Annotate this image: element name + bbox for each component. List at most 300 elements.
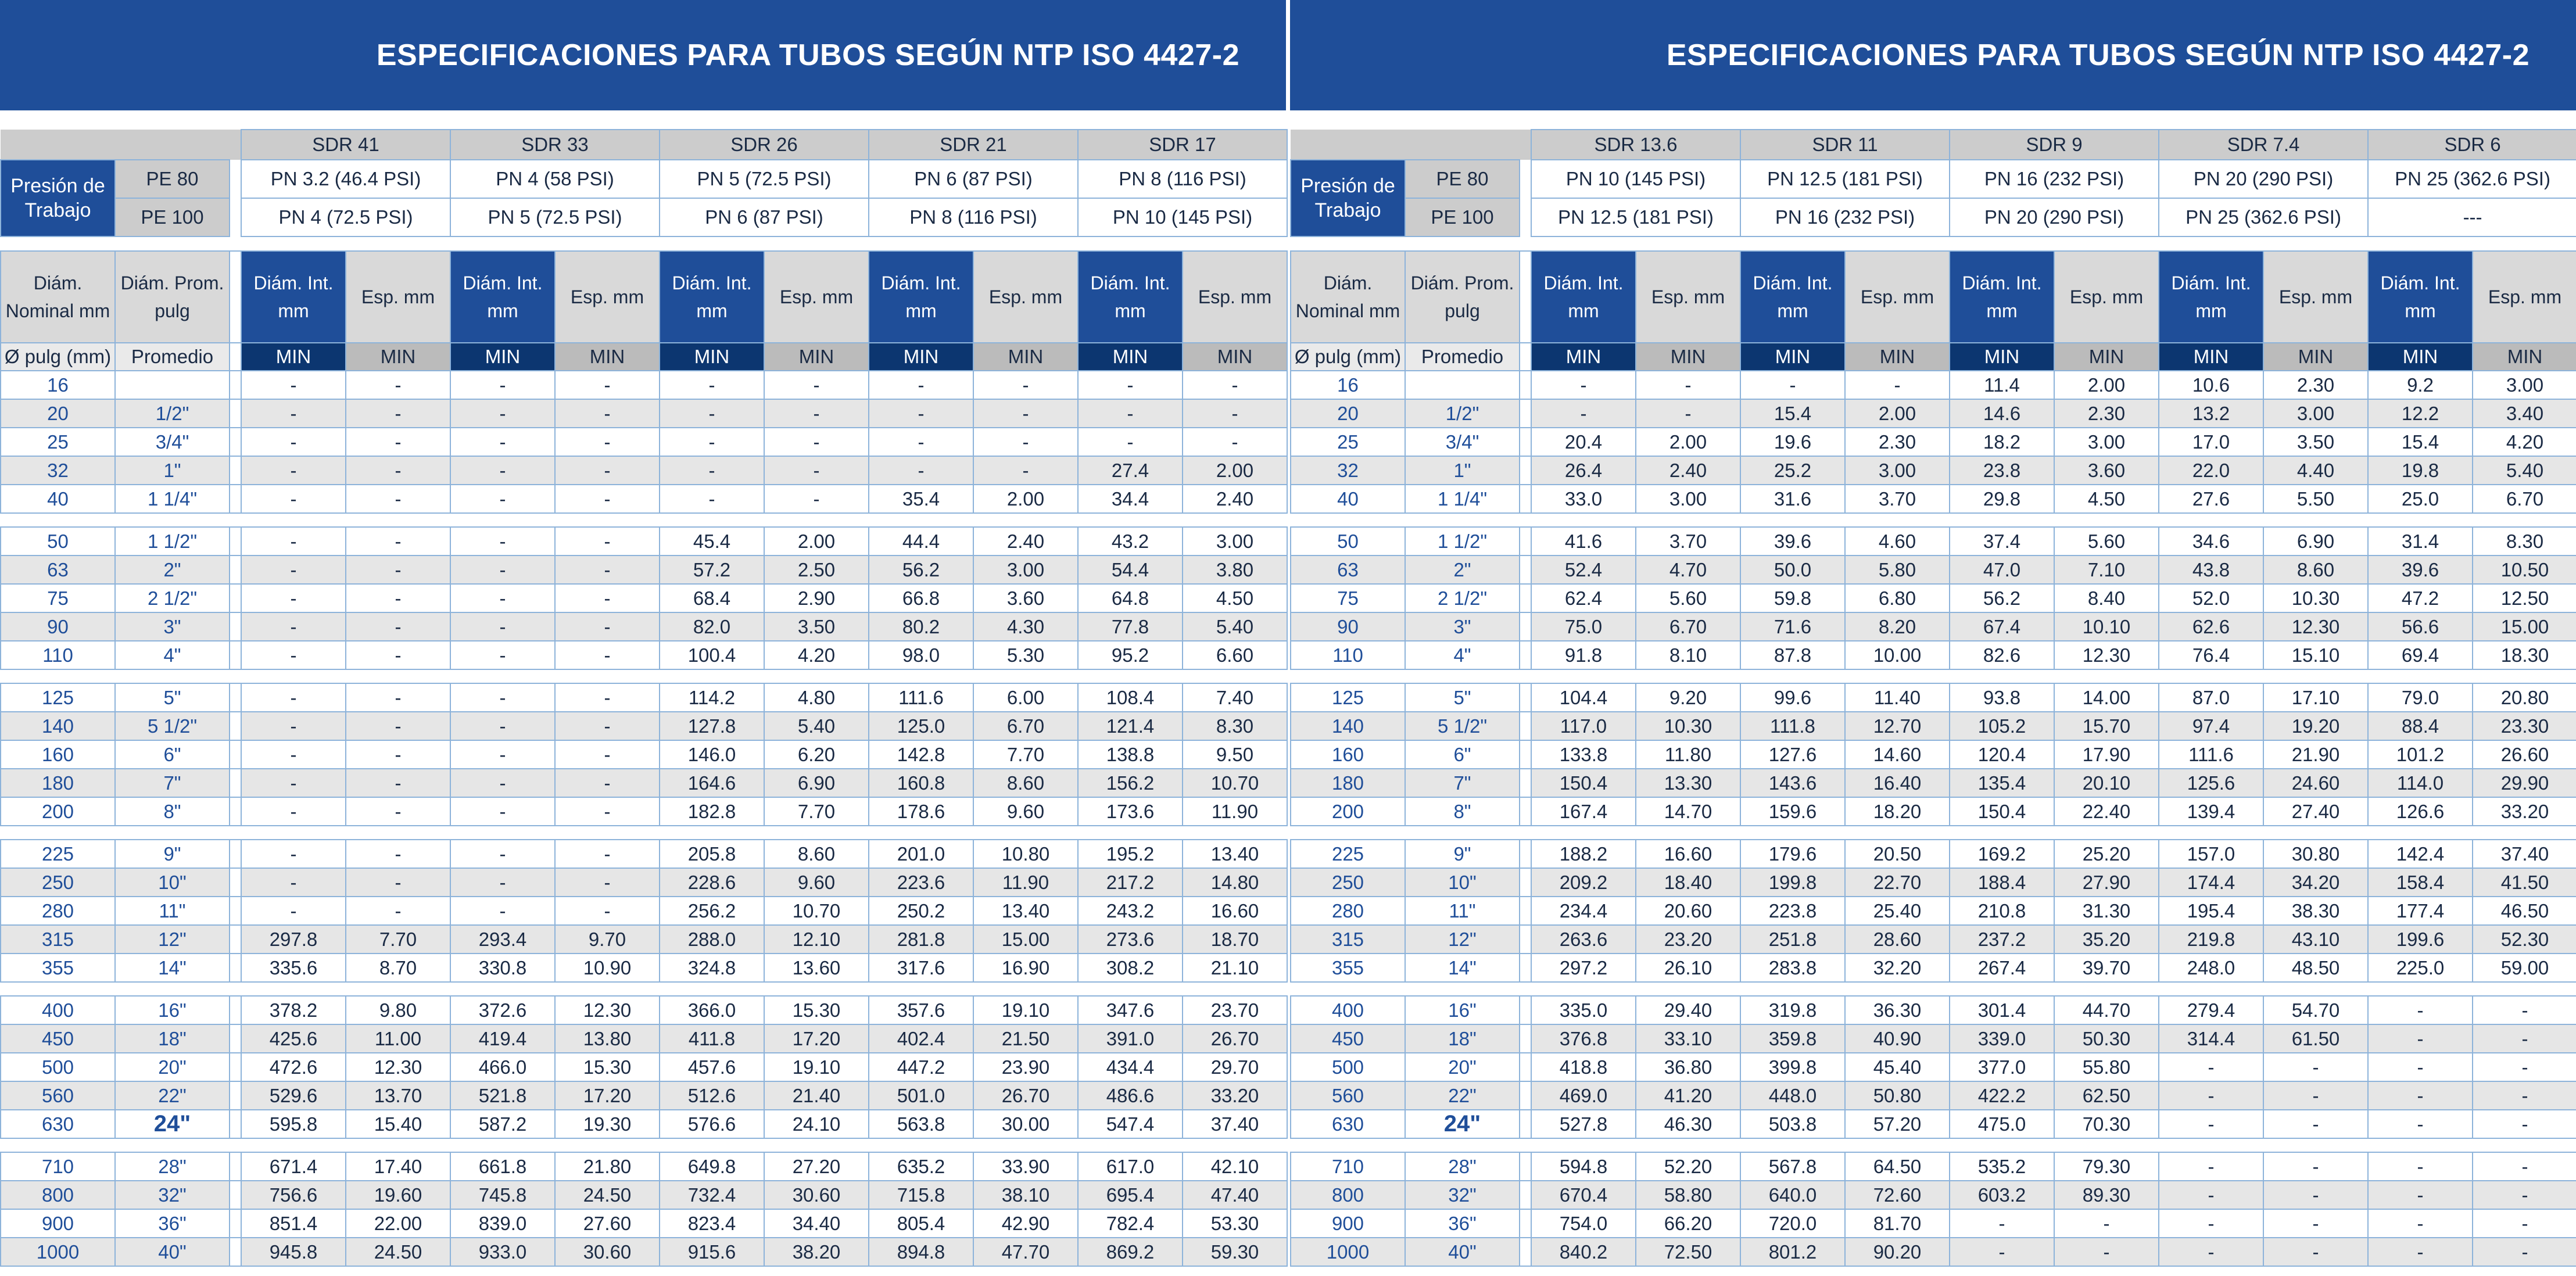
diam-int-cell: - — [241, 641, 346, 669]
sdr-header: SDR 6 — [2368, 130, 2576, 160]
table-row — [1291, 456, 2576, 485]
diam-int-cell: 756.6 — [241, 1181, 346, 1209]
diam-int-header: Diám. Int. mm — [660, 251, 764, 343]
pressure-header-table — [1290, 129, 2576, 237]
gap-cell — [1405, 669, 1520, 683]
gap-cell — [1520, 198, 1531, 236]
diam-int-cell: 419.4 — [450, 1024, 555, 1053]
diam-int-cell: - — [2368, 1081, 2473, 1110]
table-row — [1291, 641, 2576, 669]
esp-cell: 8.60 — [2263, 555, 2368, 584]
diam-int-cell: 188.2 — [1531, 840, 1636, 868]
diam-int-cell: 56.2 — [1950, 584, 2054, 612]
gap-cell — [1520, 1238, 1531, 1266]
esp-cell: - — [555, 897, 660, 925]
diam-int-cell: - — [241, 840, 346, 868]
diam-int-cell: - — [450, 555, 555, 584]
diam-prom-cell: 24" — [1405, 1110, 1520, 1138]
diam-prom-cell: 24" — [115, 1110, 230, 1138]
diam-int-cell: 250.2 — [869, 897, 973, 925]
min-label: MIN — [2054, 343, 2159, 371]
diam-int-cell: 91.8 — [1531, 641, 1636, 669]
esp-cell: 18.20 — [1845, 797, 1950, 826]
diam-int-cell: - — [450, 868, 555, 897]
table-row — [1, 584, 1287, 612]
diam-nominal-cell: 40 — [1291, 485, 1405, 513]
diam-nominal-cell: 40 — [1, 485, 115, 513]
pe100-label: PE 100 — [1405, 198, 1520, 236]
esp-cell: 44.70 — [2054, 996, 2159, 1024]
esp-cell: 23.30 — [2473, 712, 2576, 740]
esp-cell: 2.00 — [1636, 428, 1740, 456]
esp-cell: - — [346, 769, 450, 797]
pn-pe100-cell: PN 4 (72.5 PSI) — [241, 198, 450, 236]
diam-int-cell: 273.6 — [1078, 925, 1183, 954]
esp-cell: 59.00 — [2473, 954, 2576, 982]
diam-int-cell: 317.6 — [869, 954, 973, 982]
diam-int-cell: 39.6 — [2368, 555, 2473, 584]
diam-int-cell: 527.8 — [1531, 1110, 1636, 1138]
esp-cell: 29.70 — [1183, 1053, 1287, 1081]
diam-int-cell: - — [2159, 1238, 2263, 1266]
diam-int-cell: - — [241, 712, 346, 740]
diam-nominal-cell: 1000 — [1, 1238, 115, 1266]
diam-nominal-cell: 180 — [1, 769, 115, 797]
diam-int-cell: - — [2368, 1238, 2473, 1266]
sdr-header: SDR 26 — [660, 130, 869, 160]
table-row — [1291, 840, 2576, 868]
diam-int-header: Diám. Int. mm — [2159, 251, 2263, 343]
gap-cell — [230, 198, 241, 236]
esp-cell: 40.90 — [1845, 1024, 1950, 1053]
table-row — [1291, 527, 2576, 555]
diam-int-cell: 22.0 — [2159, 456, 2263, 485]
diam-int-cell: 50.0 — [1740, 555, 1845, 584]
pn-pe80-cell: PN 25 (362.6 PSI) — [2368, 160, 2576, 198]
esp-cell: 45.40 — [1845, 1053, 1950, 1081]
pn-pe80-cell: PN 5 (72.5 PSI) — [660, 160, 869, 198]
esp-cell: 9.50 — [1183, 740, 1287, 769]
diam-nominal-cell: 800 — [1291, 1181, 1405, 1209]
gap-cell — [230, 641, 241, 669]
table-row — [1, 1238, 1287, 1266]
esp-cell: 12.70 — [1845, 712, 1950, 740]
gap-cell — [2159, 669, 2263, 683]
esp-cell: 23.20 — [1636, 925, 1740, 954]
diam-int-cell: 377.0 — [1950, 1053, 2054, 1081]
diam-int-cell: 88.4 — [2368, 712, 2473, 740]
gap-cell — [1183, 1138, 1287, 1152]
table-row — [1291, 712, 2576, 740]
diam-int-cell: 108.4 — [1078, 683, 1183, 712]
sdr-header: SDR 11 — [1740, 130, 1950, 160]
table-row — [1291, 1181, 2576, 1209]
esp-cell: 3.00 — [1636, 485, 1740, 513]
esp-header: Esp. mm — [346, 251, 450, 343]
diam-int-cell: 164.6 — [660, 769, 764, 797]
esp-cell: - — [2263, 1238, 2368, 1266]
diam-nominal-cell: 900 — [1, 1209, 115, 1238]
diam-nominal-cell: 1000 — [1291, 1238, 1405, 1266]
gap-cell — [2159, 513, 2263, 527]
esp-cell: 2.30 — [1845, 428, 1950, 456]
esp-cell: - — [2473, 1081, 2576, 1110]
diam-int-cell: - — [2159, 1053, 2263, 1081]
sdr-header: SDR 33 — [450, 130, 660, 160]
esp-cell: 6.70 — [973, 712, 1078, 740]
diam-int-cell: 158.4 — [2368, 868, 2473, 897]
diam-int-cell: - — [1078, 371, 1183, 399]
diam-int-cell: 111.6 — [2159, 740, 2263, 769]
diam-nominal-cell: 50 — [1, 527, 115, 555]
diam-nominal-cell: 400 — [1291, 996, 1405, 1024]
gap-cell — [450, 1138, 555, 1152]
esp-cell: 3.00 — [2263, 399, 2368, 428]
gap-cell — [1636, 669, 1740, 683]
diam-int-cell: 251.8 — [1740, 925, 1845, 954]
esp-cell: 62.50 — [2054, 1081, 2159, 1110]
diam-nominal-cell: 110 — [1291, 641, 1405, 669]
diam-prom-cell: 1 1/2" — [1405, 527, 1520, 555]
esp-cell: 3.50 — [764, 612, 869, 641]
diam-int-cell: 62.6 — [2159, 612, 2263, 641]
esp-cell: 30.60 — [764, 1181, 869, 1209]
gap-cell — [230, 669, 241, 683]
diam-prom-cell: 1" — [1405, 456, 1520, 485]
esp-cell: - — [1636, 371, 1740, 399]
esp-cell: - — [2263, 1053, 2368, 1081]
diam-int-cell: - — [2368, 1209, 2473, 1238]
diam-int-cell: 188.4 — [1950, 868, 2054, 897]
gap-cell — [1520, 555, 1531, 584]
diam-int-header: Diám. Int. mm — [450, 251, 555, 343]
gap-cell — [1183, 669, 1287, 683]
diam-int-cell: 117.0 — [1531, 712, 1636, 740]
diam-int-cell: 319.8 — [1740, 996, 1845, 1024]
diam-int-cell: 223.8 — [1740, 897, 1845, 925]
diam-int-cell: 576.6 — [660, 1110, 764, 1138]
esp-cell: 4.20 — [764, 641, 869, 669]
gap-cell — [660, 669, 764, 683]
gap-cell — [241, 826, 346, 840]
diam-nominal-cell: 560 — [1291, 1081, 1405, 1110]
gap-cell — [1740, 669, 1845, 683]
gap-cell — [2473, 826, 2576, 840]
esp-header: Esp. mm — [1183, 251, 1287, 343]
diam-int-cell: 17.0 — [2159, 428, 2263, 456]
esp-cell: - — [555, 456, 660, 485]
esp-cell: 32.20 — [1845, 954, 1950, 982]
diam-int-cell: 34.6 — [2159, 527, 2263, 555]
diam-prom-cell: 16" — [1405, 996, 1520, 1024]
diam-nominal-cell: 160 — [1, 740, 115, 769]
diam-int-cell: 472.6 — [241, 1053, 346, 1081]
diam-nominal-cell: 160 — [1291, 740, 1405, 769]
diam-int-cell: 594.8 — [1531, 1152, 1636, 1181]
gap-cell — [660, 982, 764, 996]
diam-int-cell: 101.2 — [2368, 740, 2473, 769]
diam-prom-cell: 1/2" — [115, 399, 230, 428]
esp-cell: 10.70 — [764, 897, 869, 925]
esp-cell: 8.20 — [1845, 612, 1950, 641]
gap-cell — [764, 1138, 869, 1152]
gap-cell — [869, 513, 973, 527]
gap-cell — [230, 428, 241, 456]
gap-cell — [230, 1181, 241, 1209]
diam-int-cell: 142.8 — [869, 740, 973, 769]
diam-int-cell: 15.4 — [2368, 428, 2473, 456]
gap-cell — [1520, 1209, 1531, 1238]
table-row — [1291, 584, 2576, 612]
diam-int-cell: - — [2159, 1152, 2263, 1181]
esp-cell: - — [2263, 1209, 2368, 1238]
gap-cell — [241, 1138, 346, 1152]
pn-pe80-cell: PN 8 (116 PSI) — [1078, 160, 1287, 198]
gap-cell — [1405, 982, 1520, 996]
diam-nominal-cell: 90 — [1, 612, 115, 641]
min-label: MIN — [660, 343, 764, 371]
diam-int-cell: 111.6 — [869, 683, 973, 712]
diam-int-cell: 33.0 — [1531, 485, 1636, 513]
diam-int-cell: 95.2 — [1078, 641, 1183, 669]
diam-int-cell: - — [450, 399, 555, 428]
diam-prom-cell: 14" — [115, 954, 230, 982]
diam-prom-cell: 7" — [1405, 769, 1520, 797]
diam-nominal-cell: 20 — [1, 399, 115, 428]
esp-cell: - — [2473, 996, 2576, 1024]
diam-int-cell: 75.0 — [1531, 612, 1636, 641]
pe80-label: PE 80 — [115, 160, 230, 198]
esp-cell: 9.60 — [764, 868, 869, 897]
esp-cell: 31.30 — [2054, 897, 2159, 925]
esp-cell: - — [1845, 371, 1950, 399]
esp-cell: - — [346, 428, 450, 456]
diam-int-cell: 47.0 — [1950, 555, 2054, 584]
diam-int-cell: 839.0 — [450, 1209, 555, 1238]
diam-int-cell: 425.6 — [241, 1024, 346, 1053]
diam-nominal-cell: 355 — [1291, 954, 1405, 982]
gap-cell — [230, 925, 241, 954]
esp-cell: 33.90 — [973, 1152, 1078, 1181]
gap-cell — [230, 1110, 241, 1138]
presion-label: Presión de Trabajo — [1, 160, 115, 236]
diam-nominal-cell: 63 — [1, 555, 115, 584]
diam-int-cell: - — [241, 868, 346, 897]
diam-nominal-cell: 710 — [1291, 1152, 1405, 1181]
diam-prom-cell: 40" — [115, 1238, 230, 1266]
esp-cell: 14.00 — [2054, 683, 2159, 712]
diam-prom-cell: 7" — [115, 769, 230, 797]
min-label: MIN — [1636, 343, 1740, 371]
diam-int-cell: 448.0 — [1740, 1081, 1845, 1110]
diam-int-cell: - — [1531, 399, 1636, 428]
esp-cell: 52.30 — [2473, 925, 2576, 954]
gap-cell — [1520, 456, 1531, 485]
esp-cell: 9.80 — [346, 996, 450, 1024]
diam-nominal-cell: 400 — [1, 996, 115, 1024]
gap-cell — [1520, 130, 1531, 160]
esp-cell: 17.90 — [2054, 740, 2159, 769]
min-label: MIN — [1950, 343, 2054, 371]
esp-cell: 2.40 — [973, 527, 1078, 555]
esp-cell: 3.40 — [2473, 399, 2576, 428]
table-row — [1291, 1081, 2576, 1110]
diam-int-cell: - — [660, 428, 764, 456]
gap-cell — [869, 826, 973, 840]
diam-int-cell: 617.0 — [1078, 1152, 1183, 1181]
esp-cell: 35.20 — [2054, 925, 2159, 954]
diam-nominal-cell: 315 — [1291, 925, 1405, 954]
esp-cell: 13.60 — [764, 954, 869, 982]
esp-cell: 34.20 — [2263, 868, 2368, 897]
esp-cell: 54.70 — [2263, 996, 2368, 1024]
diam-int-cell: 547.4 — [1078, 1110, 1183, 1138]
esp-cell: 19.10 — [973, 996, 1078, 1024]
min-label: MIN — [973, 343, 1078, 371]
esp-cell: 12.30 — [555, 996, 660, 1024]
diam-int-cell: 150.4 — [1950, 797, 2054, 826]
gap-cell — [660, 826, 764, 840]
esp-cell: 23.70 — [1183, 996, 1287, 1024]
diam-int-cell: 503.8 — [1740, 1110, 1845, 1138]
esp-cell: - — [1183, 428, 1287, 456]
diam-int-cell: 156.2 — [1078, 769, 1183, 797]
esp-cell: - — [2473, 1024, 2576, 1053]
diam-nominal-cell: 280 — [1291, 897, 1405, 925]
diam-prom-cell: 2" — [115, 555, 230, 584]
esp-cell: - — [346, 840, 450, 868]
table-row — [1, 485, 1287, 513]
esp-cell: 3.00 — [1183, 527, 1287, 555]
esp-cell: 16.90 — [973, 954, 1078, 982]
diam-int-cell: - — [241, 897, 346, 925]
gap-cell — [1, 669, 115, 683]
gap-cell — [1, 826, 115, 840]
esp-cell: - — [346, 456, 450, 485]
diam-prom-cell: 12" — [1405, 925, 1520, 954]
esp-cell: - — [346, 612, 450, 641]
dimensions-table — [0, 250, 1288, 1267]
esp-cell: 3.00 — [2054, 428, 2159, 456]
table-row — [1, 612, 1287, 641]
diam-int-cell: 35.4 — [869, 485, 973, 513]
gap-cell — [1520, 1110, 1531, 1138]
gap-cell — [230, 251, 241, 343]
gap-cell — [230, 1053, 241, 1081]
diam-nominal-header: Diám. Nominal mm — [1291, 251, 1405, 343]
diam-int-cell: - — [450, 769, 555, 797]
gap-cell — [2159, 982, 2263, 996]
table-row — [1291, 1053, 2576, 1081]
esp-cell: 26.10 — [1636, 954, 1740, 982]
diam-int-cell: 157.0 — [2159, 840, 2263, 868]
diam-int-cell: - — [2368, 1152, 2473, 1181]
esp-cell: - — [764, 456, 869, 485]
gap-cell — [1078, 826, 1183, 840]
esp-cell: 20.50 — [1845, 840, 1950, 868]
diam-int-cell: 31.6 — [1740, 485, 1845, 513]
diam-nominal-cell: 450 — [1291, 1024, 1405, 1053]
diam-nominal-cell: 200 — [1291, 797, 1405, 826]
gap-cell — [2473, 982, 2576, 996]
esp-cell: - — [555, 485, 660, 513]
table-row — [1, 925, 1287, 954]
esp-cell: 53.30 — [1183, 1209, 1287, 1238]
diam-int-cell: 671.4 — [241, 1152, 346, 1181]
diam-int-cell: 27.4 — [1078, 456, 1183, 485]
diam-nominal-cell: 500 — [1291, 1053, 1405, 1081]
gap-cell — [1291, 826, 1405, 840]
gap-cell — [230, 584, 241, 612]
gap-cell — [2473, 513, 2576, 527]
gap-cell — [346, 1138, 450, 1152]
diam-int-cell: 267.4 — [1950, 954, 2054, 982]
diam-nominal-cell: 140 — [1, 712, 115, 740]
esp-cell: - — [555, 712, 660, 740]
gap-cell — [2054, 826, 2159, 840]
esp-cell: 66.20 — [1636, 1209, 1740, 1238]
diam-prom-cell: 14" — [1405, 954, 1520, 982]
gap-cell — [1531, 669, 1636, 683]
diam-int-cell: 143.6 — [1740, 769, 1845, 797]
diam-int-cell: - — [450, 840, 555, 868]
diam-int-cell: 366.0 — [660, 996, 764, 1024]
esp-cell: 41.50 — [2473, 868, 2576, 897]
diam-int-cell: 57.2 — [660, 555, 764, 584]
esp-cell: - — [555, 683, 660, 712]
diam-int-cell: 288.0 — [660, 925, 764, 954]
diam-nominal-cell: 225 — [1, 840, 115, 868]
diam-int-cell: 97.4 — [2159, 712, 2263, 740]
min-label: MIN — [1078, 343, 1183, 371]
esp-cell: 37.40 — [1183, 1110, 1287, 1138]
gap-cell — [1531, 513, 1636, 527]
esp-header: Esp. mm — [555, 251, 660, 343]
esp-cell: 7.70 — [973, 740, 1078, 769]
table-row — [1291, 868, 2576, 897]
diam-prom-cell: 28" — [115, 1152, 230, 1181]
table-row — [1, 683, 1287, 712]
diam-int-cell: 217.2 — [1078, 868, 1183, 897]
min-label: MIN — [2473, 343, 2576, 371]
table-row — [1, 1110, 1287, 1138]
esp-cell: - — [764, 428, 869, 456]
esp-cell: 27.20 — [764, 1152, 869, 1181]
diam-nominal-cell: 125 — [1291, 683, 1405, 712]
diam-int-cell: - — [2159, 1081, 2263, 1110]
esp-cell: - — [555, 612, 660, 641]
table-row — [1, 868, 1287, 897]
diam-int-cell: 76.4 — [2159, 641, 2263, 669]
esp-cell: 2.90 — [764, 584, 869, 612]
diam-nominal-cell: 200 — [1, 797, 115, 826]
esp-cell: - — [555, 399, 660, 428]
table-row — [1291, 769, 2576, 797]
diam-int-cell: - — [241, 555, 346, 584]
diam-int-cell: - — [241, 485, 346, 513]
diam-int-cell: 301.4 — [1950, 996, 2054, 1024]
diam-int-cell: 314.4 — [2159, 1024, 2263, 1053]
gap-cell — [230, 343, 241, 371]
esp-cell: 10.50 — [2473, 555, 2576, 584]
diam-prom-header: Diám. Prom. pulg — [115, 251, 230, 343]
diam-int-cell: 125.0 — [869, 712, 973, 740]
gap-cell — [230, 1238, 241, 1266]
pn-pe100-cell: --- — [2368, 198, 2576, 236]
diam-int-cell: 127.6 — [1740, 740, 1845, 769]
esp-cell: - — [2263, 1110, 2368, 1138]
page-title: ESPECIFICACIONES PARA TUBOS SEGÚN NTP ISO 4427-2 — [1290, 0, 2576, 110]
